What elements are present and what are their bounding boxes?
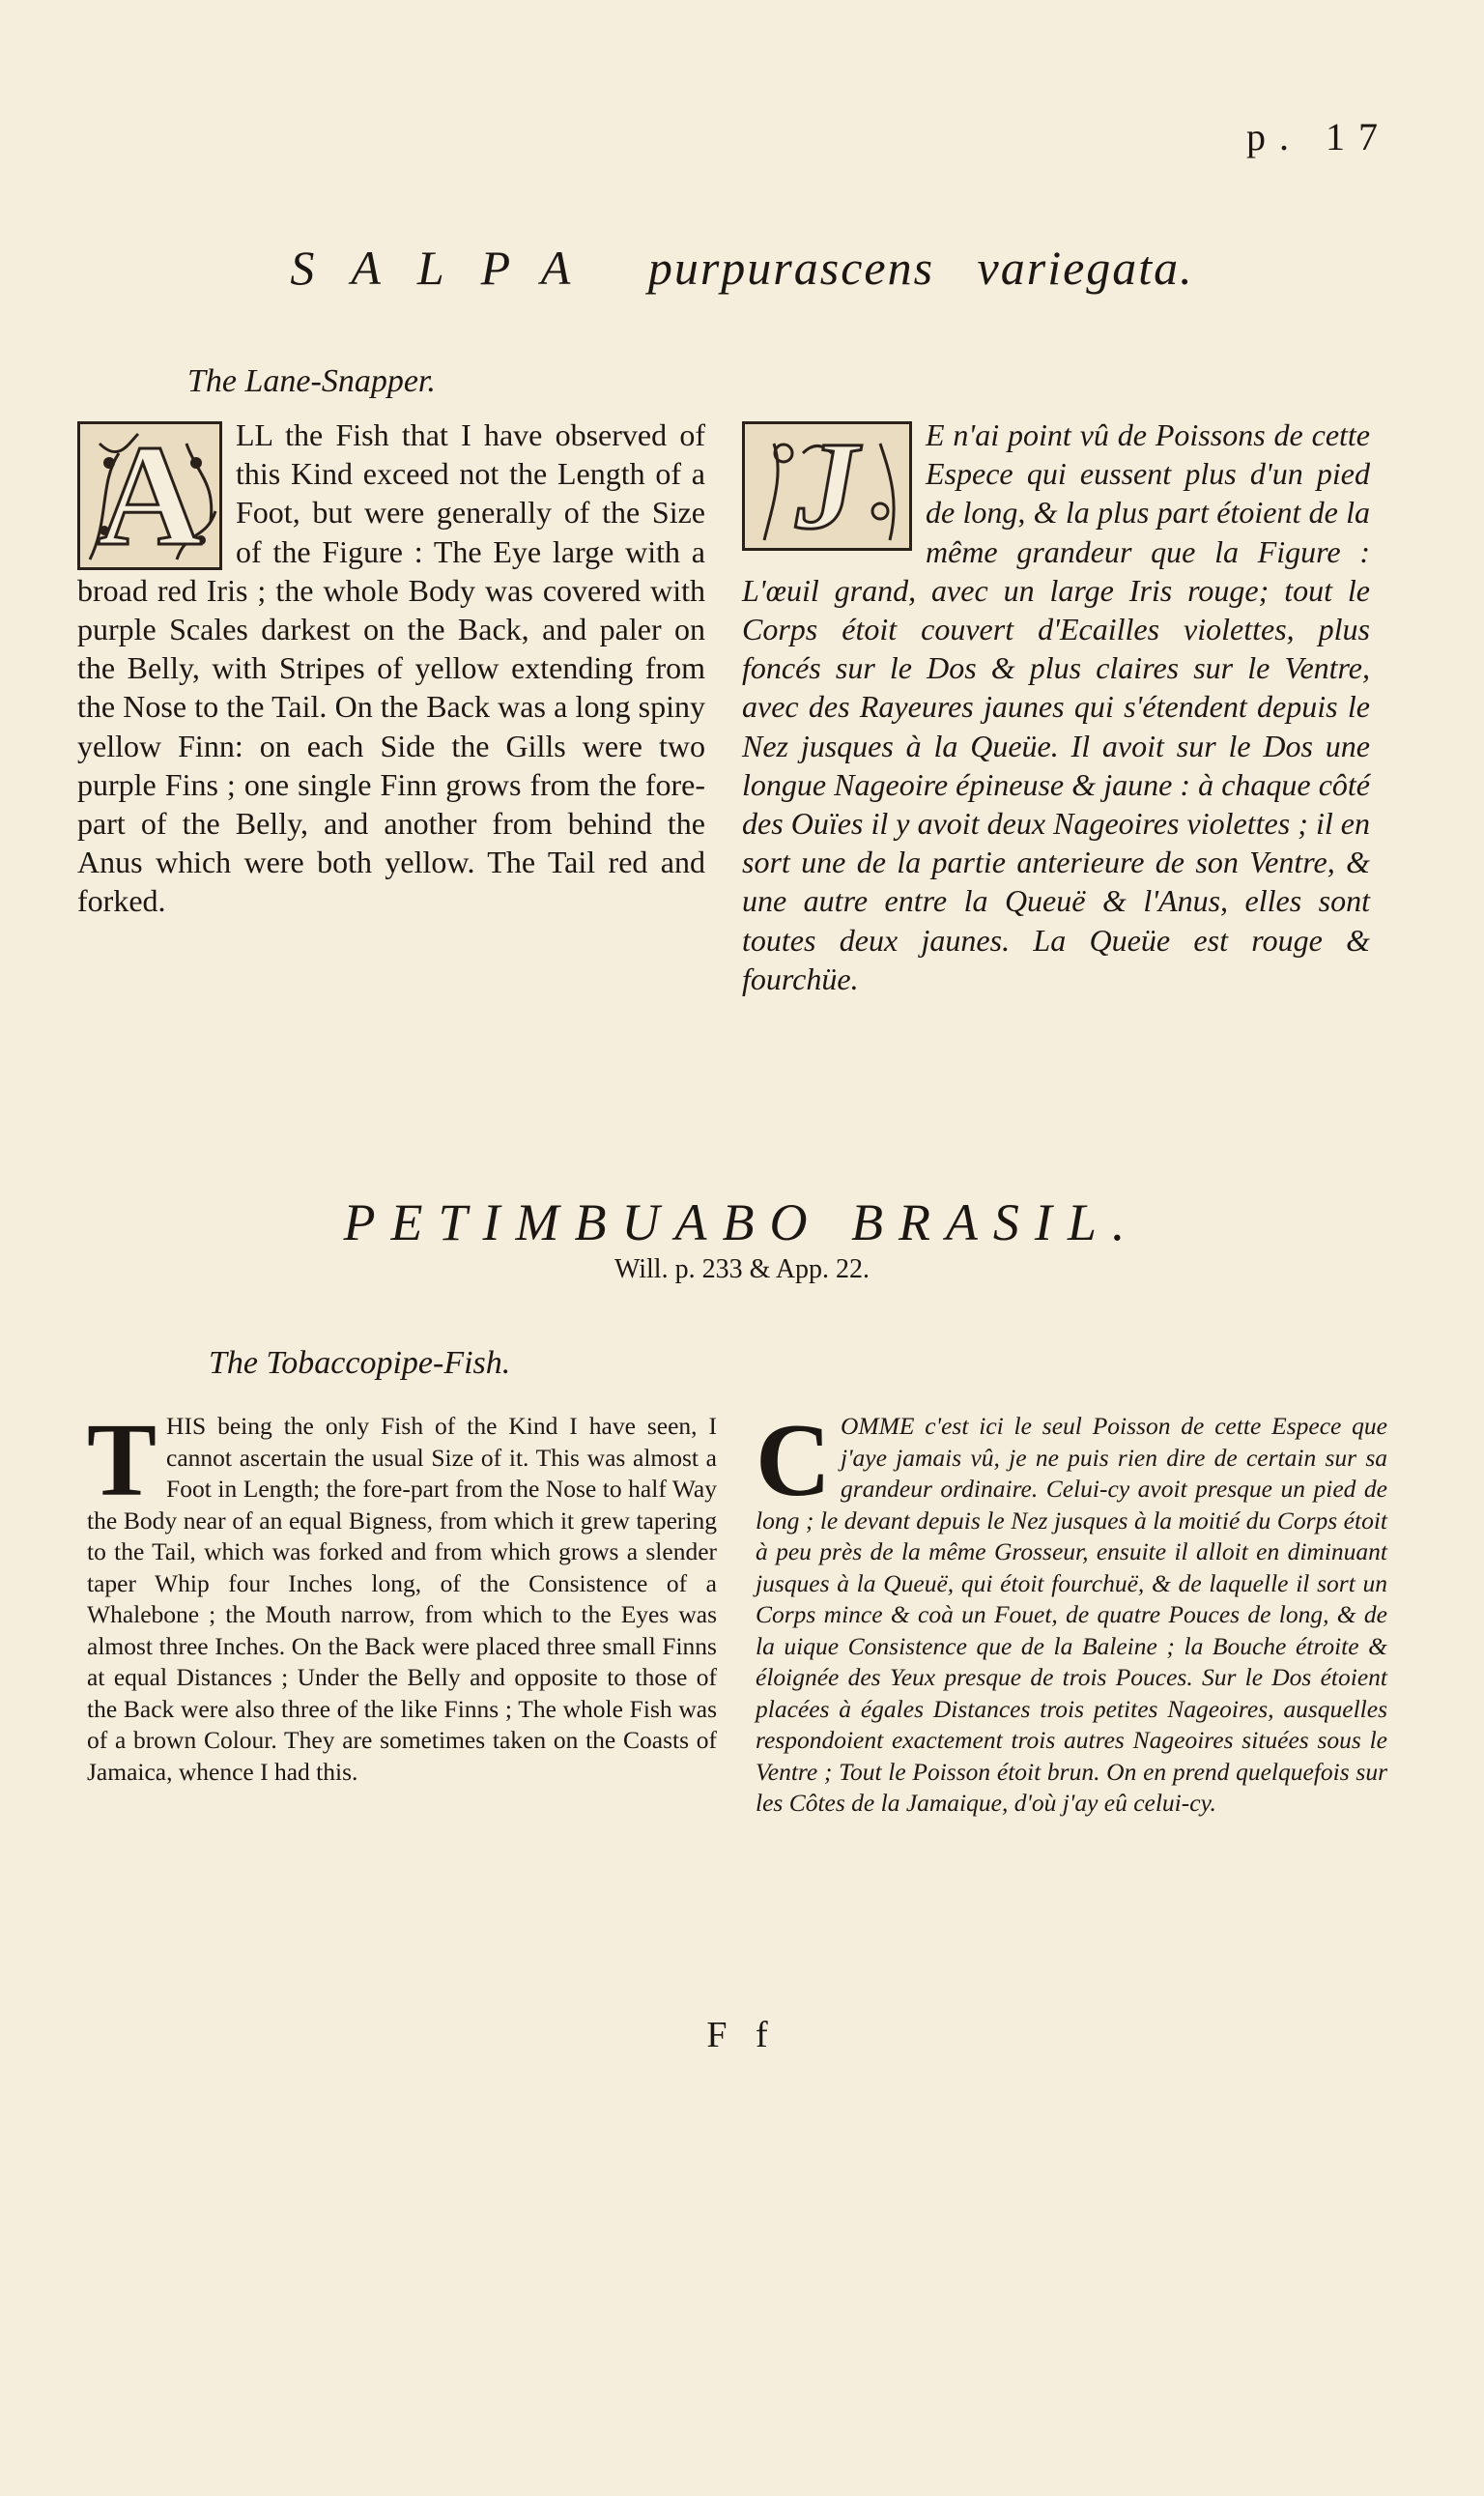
section2-subheading: The Tobaccopipe-Fish. [209, 1345, 511, 1381]
section1-subheading: The Lane-Snapper. [187, 363, 436, 399]
section1-french-column [742, 416, 1370, 998]
section1-french-text: E n'ai point vû de Poissons de cette Espece qui eussent plus d'un pied de long, & la plus part étoient de la même grandeur que la Figure : L'œuil grand, avec un large Iris rouge; tout le Corps étoit couvert d'Ecailles violettes, plus foncés sur le Dos & plus claires sur le Ventre, avec des Rayeures jaunes qui s'étendent depuis le Nez jusques à la Queüe. Il avoit sur le Dos une longue Nageoire épineuse & jaune : à chaque côté des Ouïes il y avoit deux Nageoires violettes ; il en sort une de la partie anterieure de son Ventre, & une autre entre la Queuë & l'Anus, elles sont toutes deux jaunes. La Queüe est rouge & fourchüe. [742, 417, 1370, 996]
section1-title-species: purpurascens variegata. [647, 241, 1194, 295]
section2-french-column [756, 1403, 1387, 1820]
section2-reference: Will. p. 233 & App. 22. [614, 1254, 870, 1284]
dropcap-letter: A [97, 421, 203, 570]
section1-title-genus: SALPA [290, 241, 608, 295]
signature-mark: F f [706, 2015, 778, 2055]
section2-english-column [87, 1403, 717, 1788]
page-number: p. 17 [1246, 115, 1391, 158]
section2-english-text: HIS being the only Fish of the Kind I have seen, I cannot ascertain the usual Size of it. This was almost a Foot in Length; the fore-part from the Nose to half Way the Body near of an equal Bigness, from which it grew tapering to the Tail, which was forked and from which grows a slender taper Whip four Inches long, of the Consistence of a Whalebone ; the Mouth narrow, from which to the Eyes was almost three Inches. On the Back were placed three small Finns at equal Distances ; Under the Belly and opposite to those of the Back were also three of the like Finns ; The whole Fish was of a brown Colour. They are sometimes taken on the Coasts of Jamaica, whence I had this. [87, 1412, 717, 1786]
dropcap-letter: J [795, 421, 859, 551]
section1-english-column [77, 416, 705, 921]
dropcap-t: T [87, 1403, 157, 1518]
section1-title [0, 240, 1484, 296]
section2-title: PETIMBUABO BRASIL. [343, 1193, 1141, 1251]
ornamental-dropcap-j [742, 421, 912, 551]
ornamental-dropcap-a [77, 421, 222, 570]
section2-french-text: OMME c'est ici le seul Poisson de cette Espece que j'aye jamais vû, je ne puis rien dire de certain sur sa grandeur ordinaire. Celui-cy avoit presque un pied de long ; le devant depuis le Nez jusques à la moitié du Corps étoit à peu près de la même Grosseur, ensuite il alloit en diminuant jusques à la Queuë, qui étoit fourchuë, & de laquelle il sort un Corps mince & coà un Fouet, de quatre Pouces de long, & de la uique Consistence que de la Baleine ; la Bouche étroite & éloignée des Yeux presque de trois Pouces. Sur le Dos étoient placées à égales Distances trois petites Nageoires, ausquelles respondoient exactement trois autres Nageoires situées sous le Ventre ; Tout le Poisson étoit brun. On en prend quelquefois sur les Côtes de la Jamaique, d'où j'ay eû celui-cy. [756, 1412, 1387, 1817]
dropcap-c: C [756, 1403, 831, 1518]
section1-english-text: LL the Fish that I have observed of this Kind exceed not the Length of a Foot, but were generally of the Size of the Figure : The Eye large with a broad red Iris ; the whole Body was covered with purple Scales darkest on the Back, and paler on the Belly, with Stripes of yellow extending from the Nose to the Tail. On the Back was a long spiny yellow Finn: on each Side the Gills were two purple Fins ; one single Finn grows from the fore-part of the Belly, and another from behind the Anus which were both yellow. The Tail red and forked. [77, 417, 705, 919]
